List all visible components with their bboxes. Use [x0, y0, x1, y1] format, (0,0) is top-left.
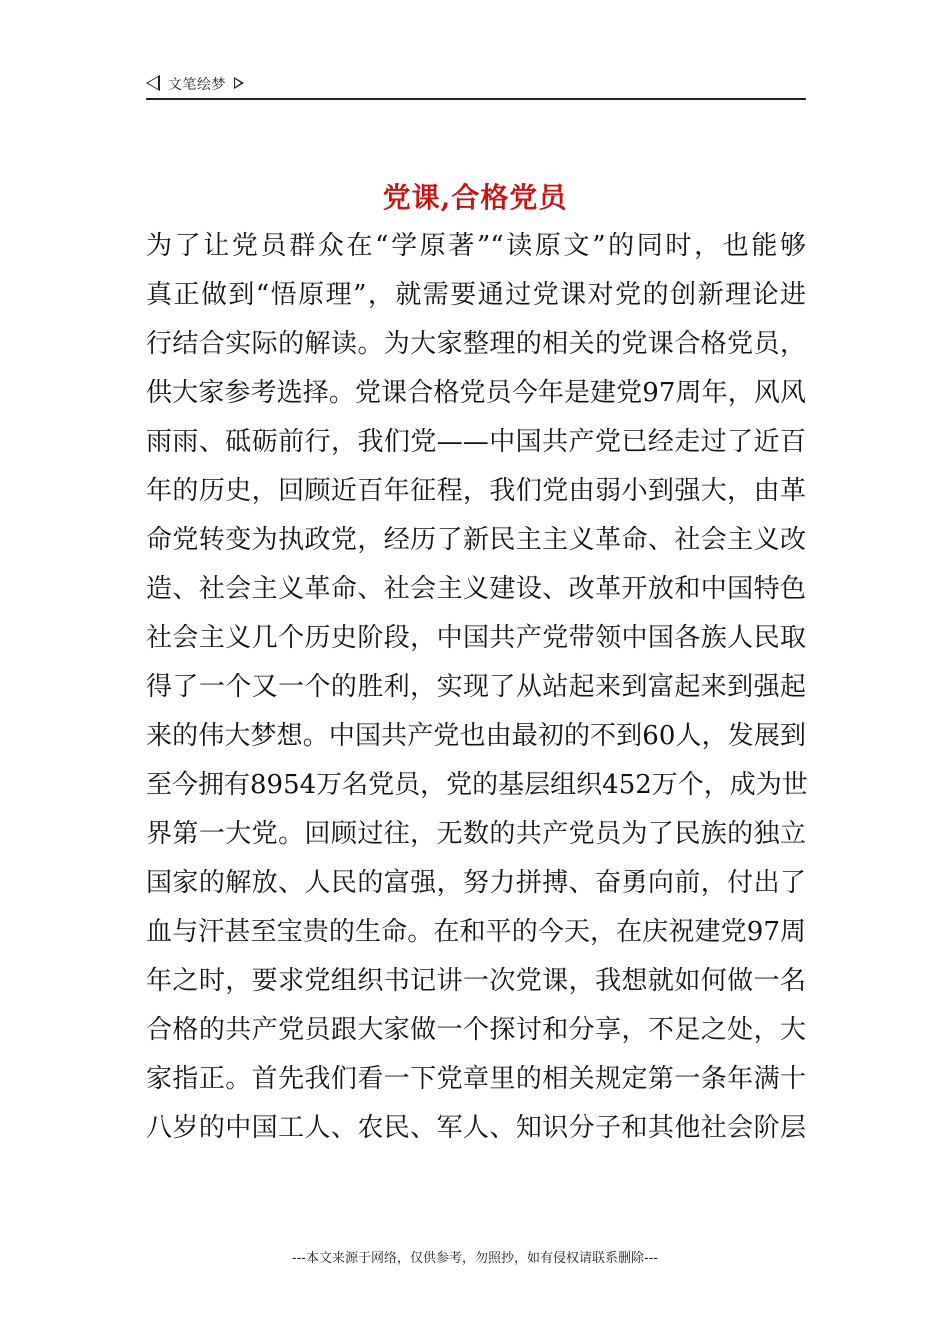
body-line: 年的历史，回顾近百年征程，我们党由弱小到强大，由革 [146, 476, 806, 506]
page-footer: ---本文来源于网络，仅供参考，勿照抄，如有侵权请联系删除--- [291, 1251, 659, 1266]
body-line: 命党转变为执政党，经历了新民主主义革命、社会主义改 [146, 525, 806, 555]
page-header [146, 72, 806, 100]
body-line: 社会主义几个历史阶段，中国共产党带领中国各族人民取 [146, 623, 806, 653]
body-line: 家指正。首先我们看一下党章里的相关规定第一条年满十 [146, 1064, 806, 1094]
document-title: 党课,合格党员 [382, 181, 568, 214]
body-line: 来的伟大梦想。中国共产党也由最初的不到60人，发展到 [146, 721, 806, 751]
triangle-right-icon [234, 77, 244, 89]
document-body [146, 222, 806, 1153]
body-line: 合格的共产党员跟大家做一个探讨和分享，不足之处，大 [146, 1015, 806, 1045]
header-brand: 文笔绘梦 [168, 77, 226, 93]
body-line: 为了让党员群众在“学原著”“读原文”的同时，也能够 [146, 231, 806, 261]
body-line: 至今拥有8954万名党员，党的基层组织452万个，成为世 [146, 770, 808, 800]
triangle-left-icon [146, 75, 160, 91]
body-line: 年之时，要求党组织书记讲一次党课，我想就如何做一名 [146, 966, 806, 996]
body-line: 血与汗甚至宝贵的生命。在和平的今天，在庆祝建党97周 [146, 917, 806, 947]
body-line: 真正做到“悟原理”，就需要通过党课对党的创新理论进 [146, 280, 806, 310]
body-line: 造、社会主义革命、社会主义建设、改革开放和中国特色 [146, 574, 806, 604]
body-line: 雨雨、砥砺前行，我们党——中国共产党已经走过了近百 [146, 427, 806, 457]
body-line: 界第一大党。回顾过往，无数的共产党员为了民族的独立 [146, 819, 806, 849]
body-line: 供大家参考选择。党课合格党员今年是建党97周年，风风 [146, 378, 806, 408]
body-line: 八岁的中国工人、农民、军人、知识分子和其他社会阶层 [146, 1113, 806, 1143]
body-line: 得了一个又一个的胜利，实现了从站起来到富起来到强起 [146, 672, 806, 702]
body-line: 国家的解放、人民的富强，努力拼搏、奋勇向前，付出了 [146, 868, 806, 898]
body-line: 行结合实际的解读。为大家整理的相关的党课合格党员， [146, 329, 806, 359]
